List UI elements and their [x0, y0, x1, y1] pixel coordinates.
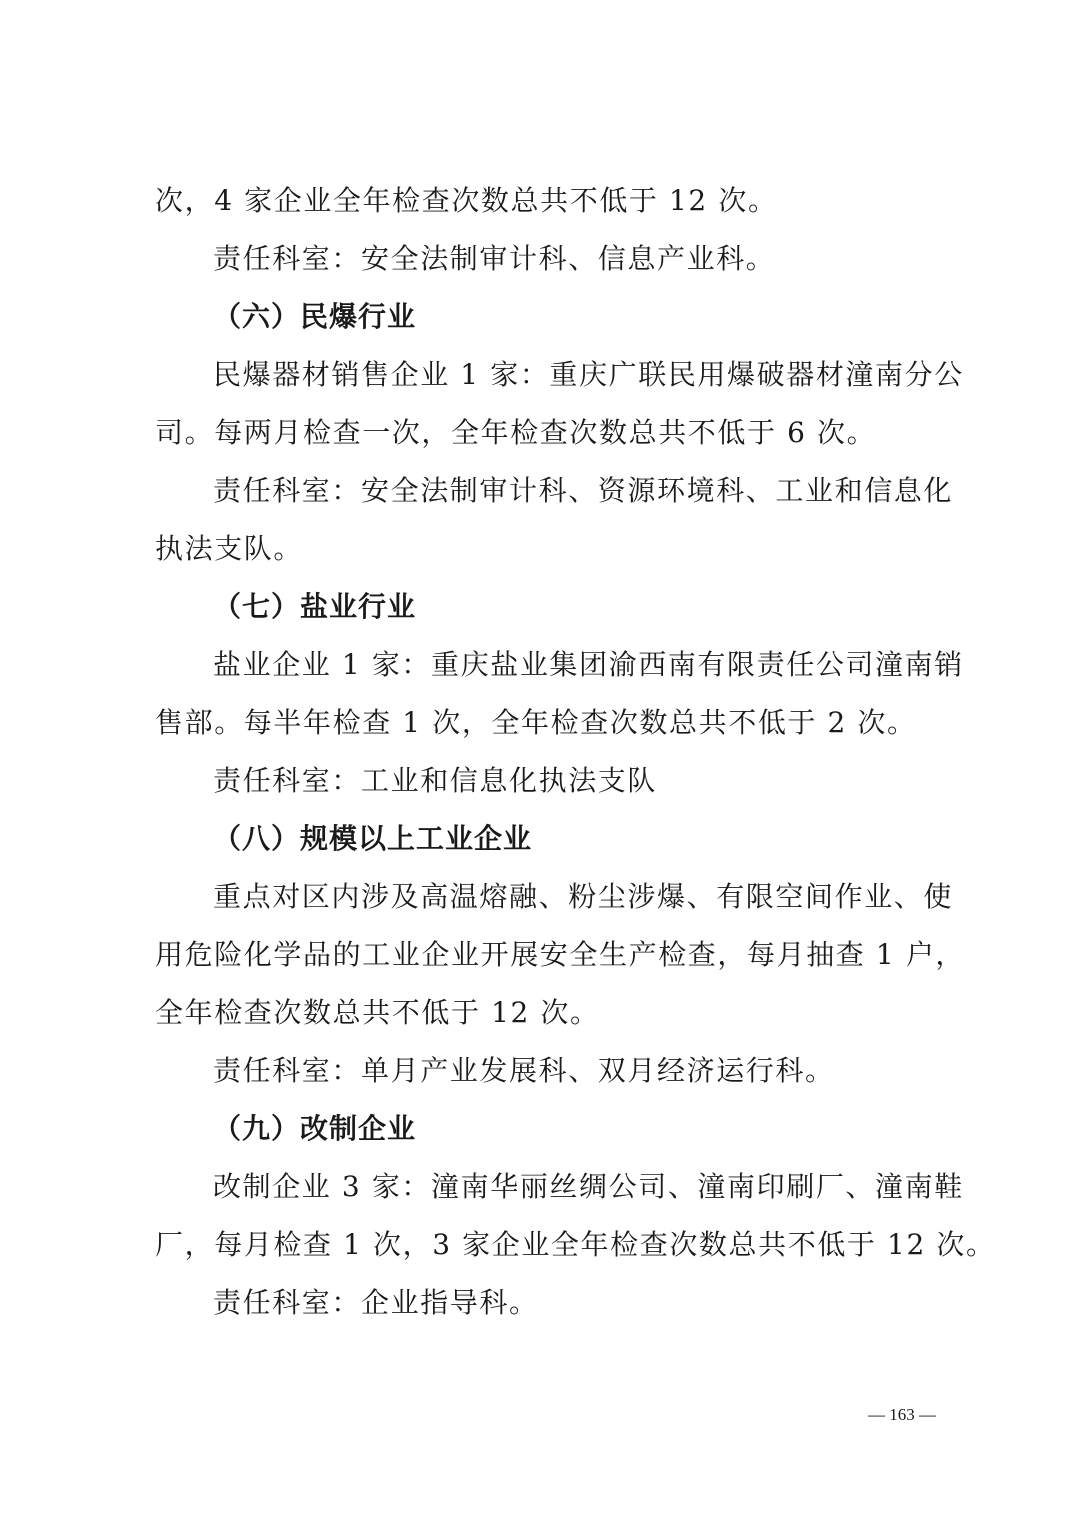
- body-line: 售部。每半年检查 1 次，全年检查次数总共不低于 2 次。: [155, 706, 917, 739]
- body-line: 全年检查次数总共不低于 12 次。: [155, 996, 600, 1029]
- section-heading-nine: （九）改制企业: [213, 1112, 417, 1145]
- body-line: 执法支队。: [155, 532, 304, 565]
- responsible-office-line: 责任科室：安全法制审计科、资源环境科、工业和信息化: [213, 474, 954, 507]
- body-line: 重点对区内涉及高温熔融、粉尘涉爆、有限空间作业、使: [213, 880, 954, 913]
- section-heading-six: （六）民爆行业: [213, 300, 417, 333]
- page-number: — 163 —: [868, 1405, 936, 1424]
- responsible-office-line: 责任科室：单月产业发展科、双月经济运行科。: [213, 1054, 835, 1087]
- body-line: 用危险化学品的工业企业开展安全生产检查，每月抽查 1 户，: [155, 938, 966, 971]
- body-line: 司。每两月检查一次，全年检查次数总共不低于 6 次。: [155, 416, 877, 449]
- document-body: [155, 172, 996, 1332]
- responsible-office-line: 责任科室：企业指导科。: [213, 1286, 539, 1319]
- body-line: 改制企业 3 家：潼南华丽丝绸公司、潼南印刷厂、潼南鞋: [213, 1170, 964, 1203]
- responsible-office-line: 责任科室：安全法制审计科、信息产业科。: [213, 242, 776, 275]
- section-heading-eight: （八）规模以上工业企业: [213, 822, 533, 855]
- section-heading-seven: （七）盐业行业: [213, 590, 417, 623]
- responsible-office-line: 责任科室：工业和信息化执法支队: [213, 764, 658, 797]
- body-line: 民爆器材销售企业 1 家：重庆广联民用爆破器材潼南分公: [213, 358, 964, 391]
- body-line: 厂，每月检查 1 次，3 家企业全年检查次数总共不低于 12 次。: [155, 1228, 996, 1261]
- body-line: 盐业企业 1 家：重庆盐业集团渝西南有限责任公司潼南销: [213, 648, 964, 681]
- body-line: 次，4 家企业全年检查次数总共不低于 12 次。: [155, 184, 778, 217]
